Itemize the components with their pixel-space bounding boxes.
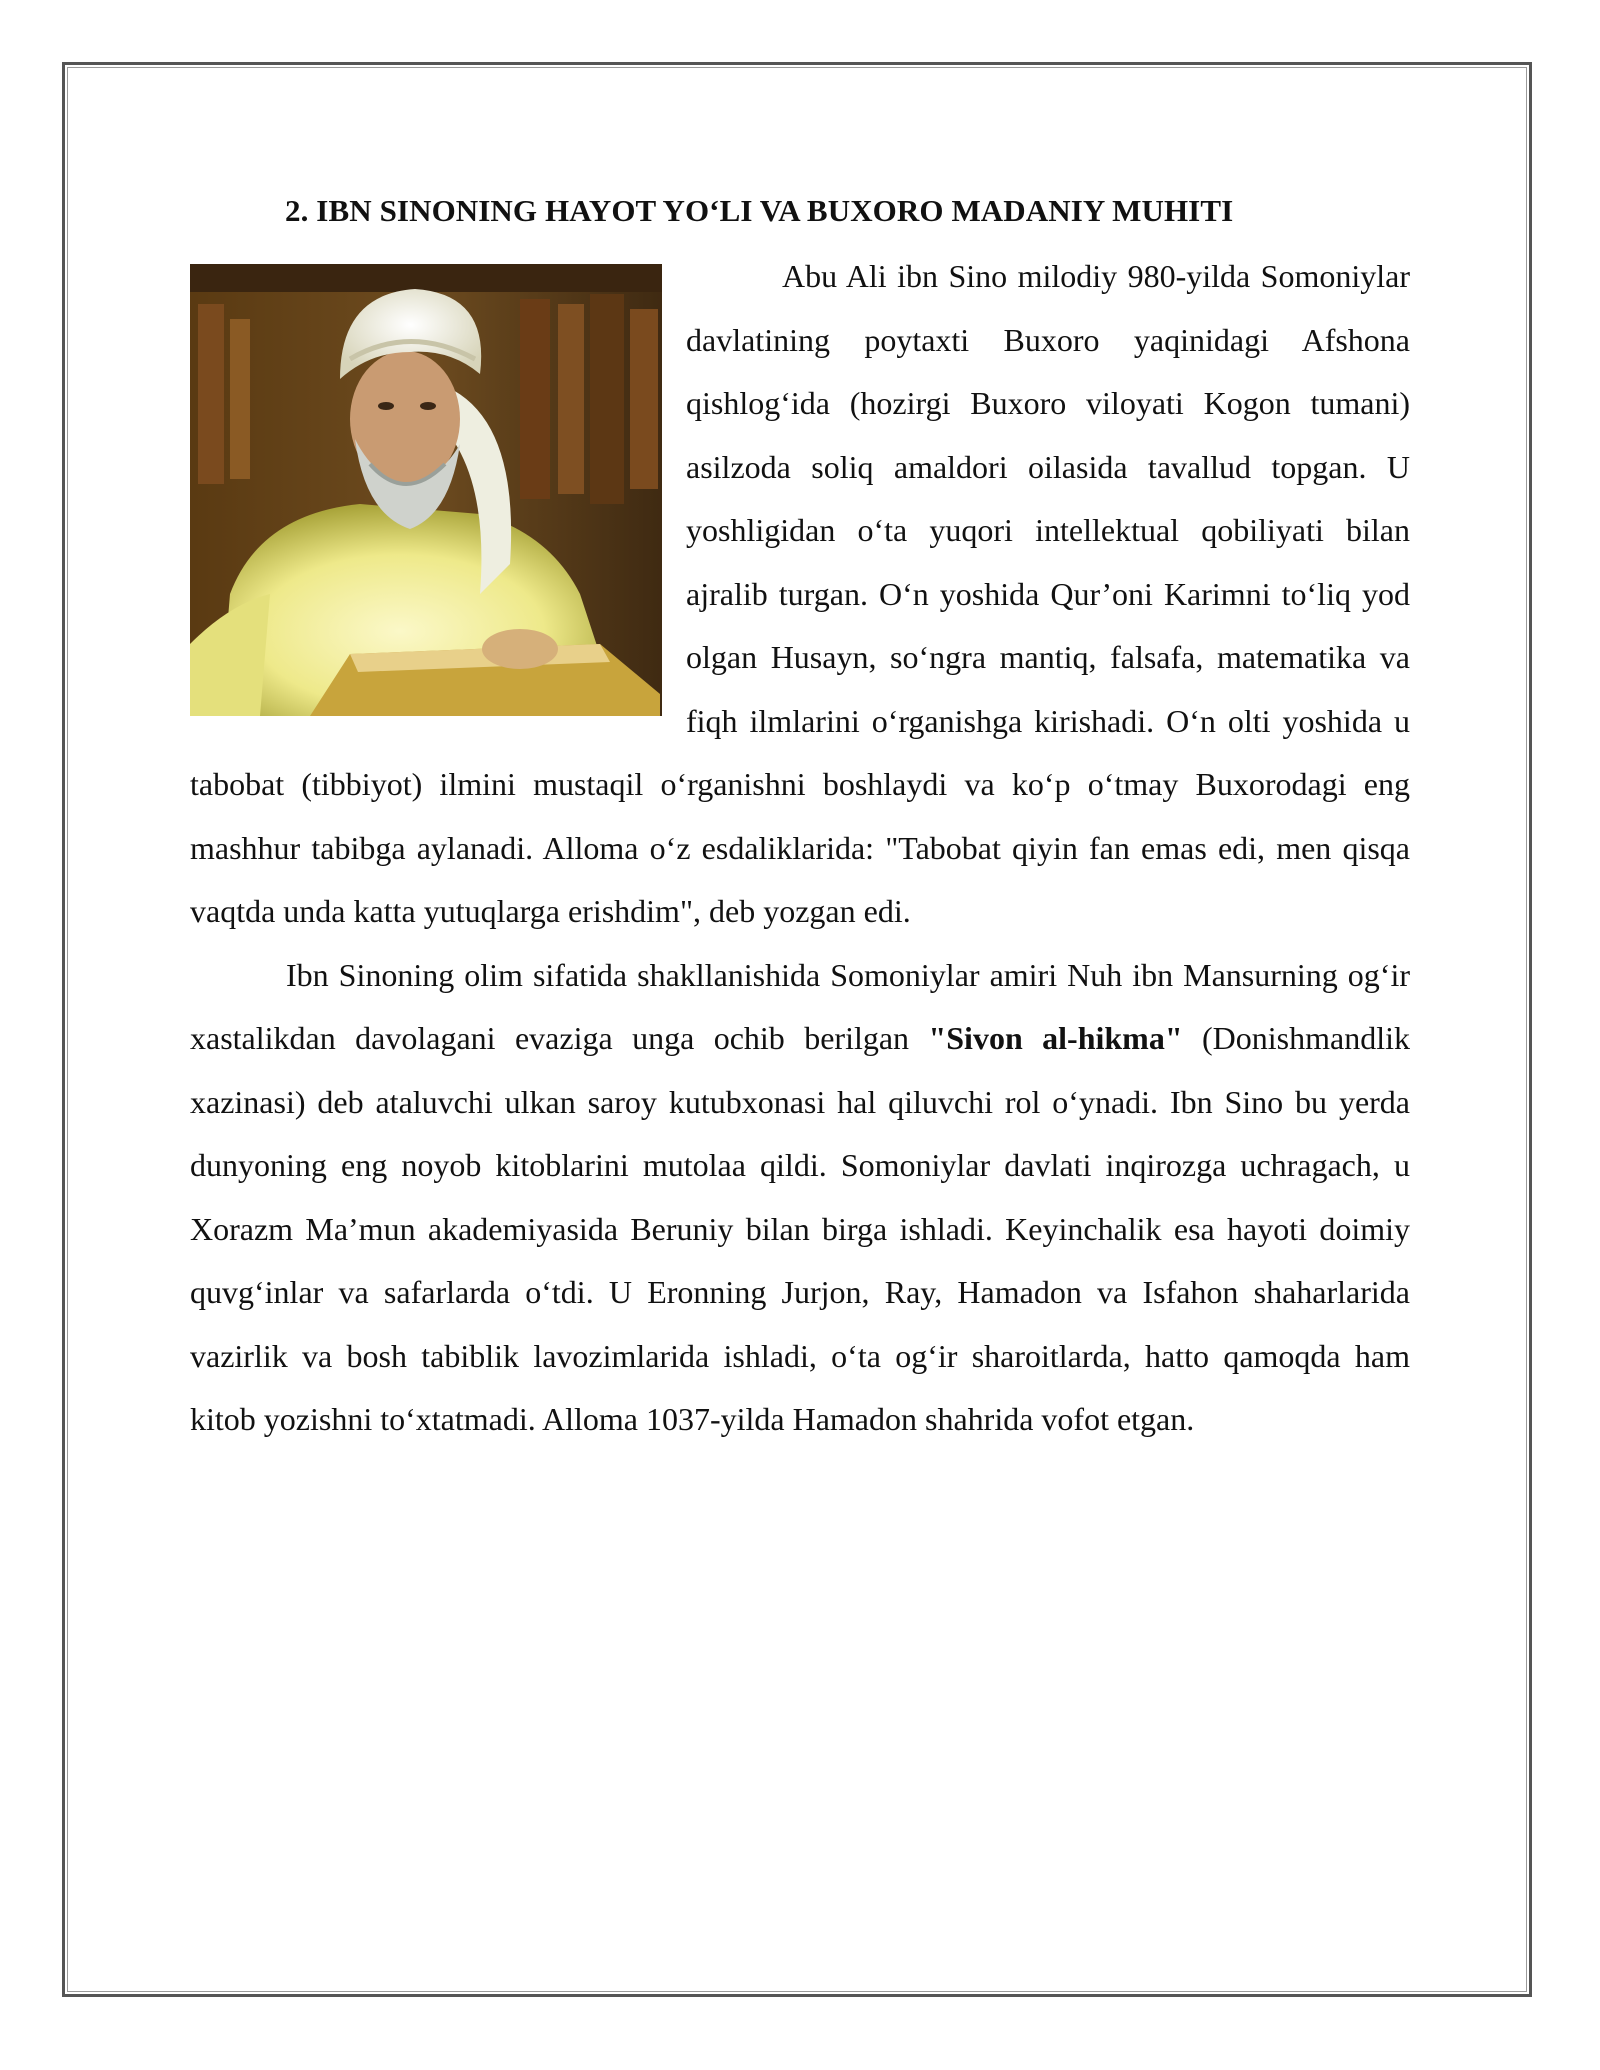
ibn-sino-portrait-icon [190, 264, 662, 716]
section-heading: 2. IBN SINONING HAYOT YO‘LI VA BUXORO MADANIY MUHITI [285, 193, 1234, 228]
paragraph-birth-and-education: Abu Ali ibn Sino milodiy 980-yilda Somoniylar davlatining poytaxti Buxoro yaqinidagi Afshona qishlog‘ida (hozirgi Buxoro viloyati Kogon tumani) asilzoda soliq amaldori oilasida tavallud topgan. U yoshligidan o‘ta yuqori intellektual qobiliyati bilan ajralib turgan. O‘n yoshida Qur’oni Karimni to‘liq yod olgan Husayn, so‘ngra mantiq, falsafa, matematika va fiqh ilmlarini o‘rganishga kirishadi. O‘n olti yoshida u tabobat (tibbiyot) ilmini mustaqil o‘rganishni boshlaydi va ko‘p o‘tmay Buxorodagi eng mashhur tabibga aylanadi. Alloma o‘z esdaliklarida: "Tabobat qiyin fan emas edi, men qisqa vaqtda unda katta yutuqlarga erishdim", deb yozgan edi. [190, 258, 1410, 929]
paragraph-library-and-career [190, 944, 1410, 1452]
document-body [190, 185, 1410, 1452]
paragraph-text: Ibn Sinoning olim sifatida shakllanishida Somoniylar amiri Nuh ibn Mansurning og‘ir xastalikdan davolagani evaziga unga ochib berilgan [190, 956, 1410, 1056]
library-name: "Sivon al-hikma" [928, 1020, 1183, 1056]
paragraph-text: (Donishmandlik xazinasi) deb ataluvchi ulkan saroy kutubxonasi hal qiluvchi rol o‘ynadi. Ibn Sino bu yerda dunyoning eng noyob kitoblarini mutolaa qildi. Somoniylar davlati inqirozga uchragach, u Xorazm Ma’mun akademiyasida Beruniy bilan birga ishladi. Keyinchalik esa hayoti doimiy quvg‘inlar va safarlarda o‘tdi. U Eronning Jurjon, Ray, Hamadon va Isfahon shaharlarida vazirlik va bosh tabiblik lavozimlarida ishladi, o‘ta og‘ir sharoitlarda, hatto qamoqda ham kitob yozishni to‘xtatmadi. Alloma 1037-yilda Hamadon shahrida vofot etgan. [190, 1020, 1411, 1437]
